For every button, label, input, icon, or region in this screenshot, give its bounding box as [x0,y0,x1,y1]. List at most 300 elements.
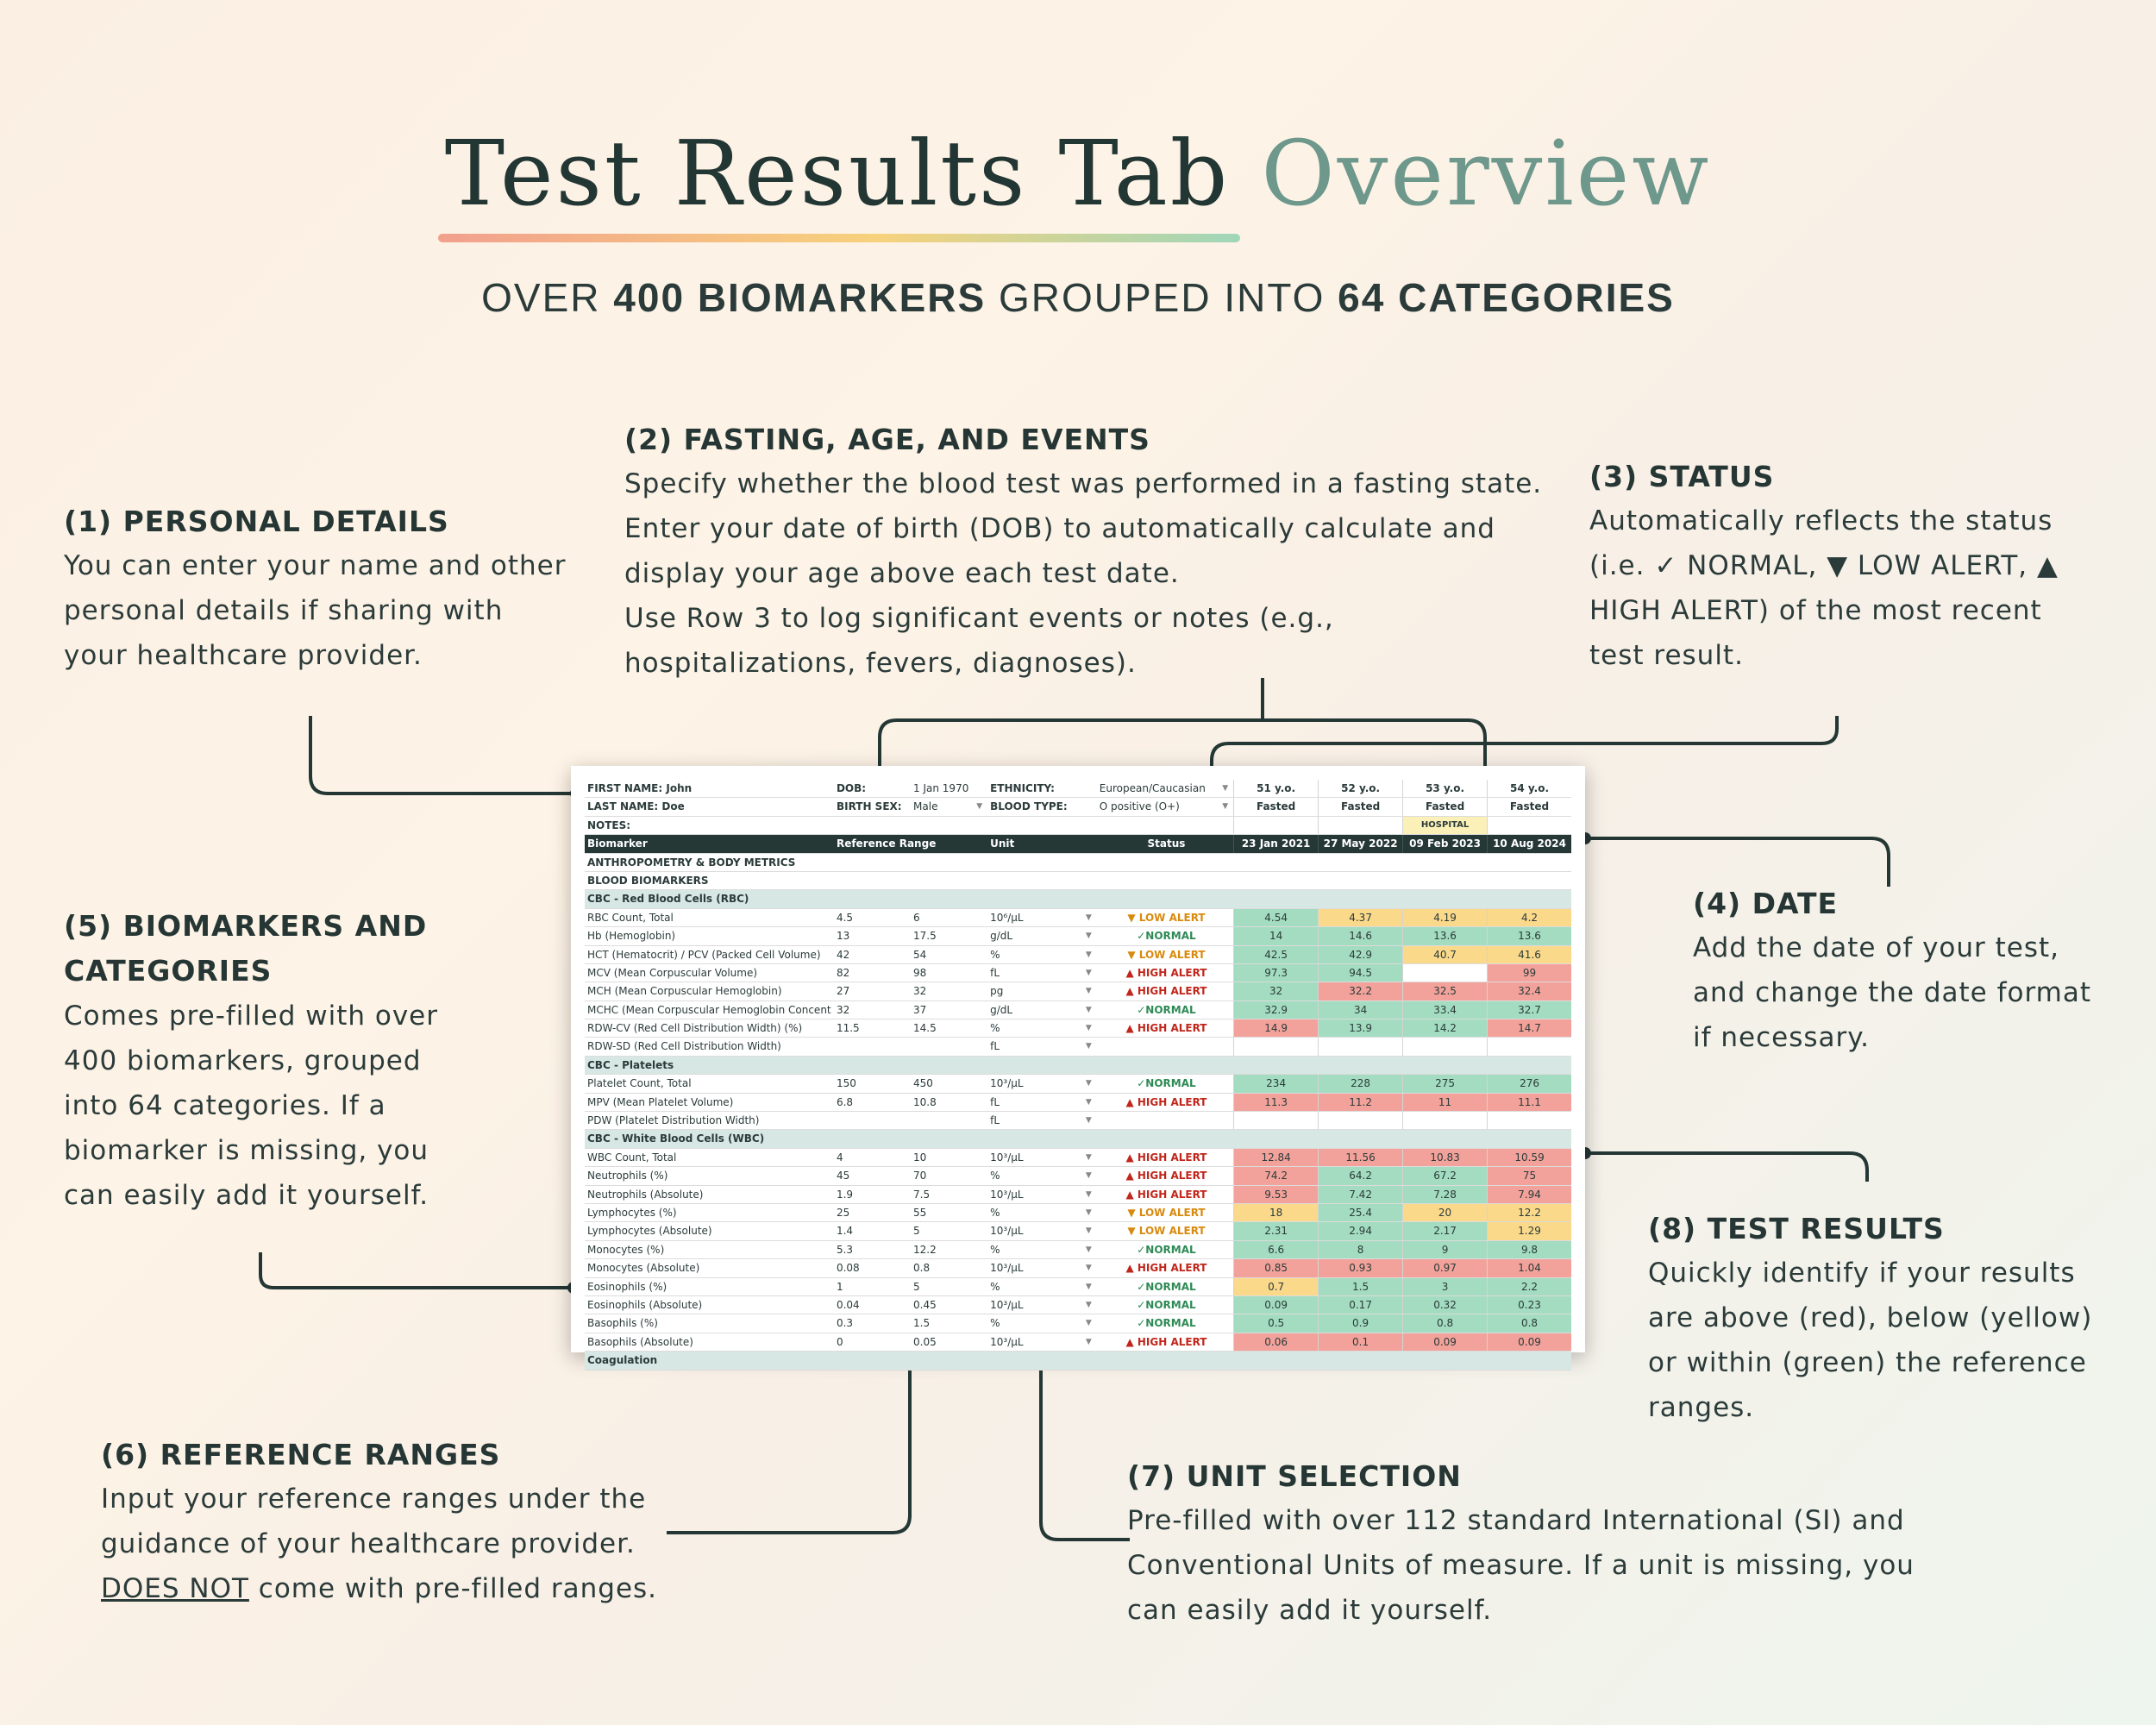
table-row [585,927,1571,945]
result-cell[interactable]: 1.5 [1318,1278,1402,1295]
biomarker-name-cell[interactable]: RDW-SD (Red Cell Distribution Width) [587,1040,781,1053]
dropdown-arrow-icon: ▼ [976,802,983,812]
table-row [585,909,1571,927]
biomarker-name-cell[interactable]: HCT (Hematocrit) / PCV (Packed Cell Volume) [587,948,821,961]
note-fasting-age-events: (2) FASTING, AGE, AND EVENTS Specify whether the blood test was performed in a fasting state. Enter your date of birth (DOB) to automatically calculate and display your age above each test date. Use Row 3 to log significant events or notes (e.g., hospitalizations, fevers, diagnoses). [624,423,1543,679]
result-cell[interactable]: 67.2 [1402,1167,1487,1184]
result-cell[interactable]: 8 [1318,1241,1402,1258]
fasting-cell[interactable]: Fasted [1233,798,1318,815]
result-cell[interactable]: 42.9 [1318,946,1402,963]
result-cell[interactable]: 32.4 [1487,982,1571,1000]
result-cell[interactable]: 276 [1487,1075,1571,1092]
table-row [585,1149,1571,1167]
result-cell[interactable]: 25.4 [1318,1204,1402,1221]
ethnicity-dropdown[interactable]: European/Caucasian ▼ [1097,780,1233,797]
reference-high-cell[interactable]: 0.05 [913,1335,937,1348]
reference-high-cell[interactable]: 32 [913,985,927,998]
table-row [585,1075,1571,1093]
dropdown-arrow-icon: ▼ [1222,802,1229,812]
status-badge: ▲ HIGH ALERT [1125,1095,1207,1108]
reference-high-cell[interactable]: 55 [913,1206,927,1219]
result-cell[interactable]: 41.6 [1487,946,1571,963]
result-cell[interactable]: 12.2 [1487,1204,1571,1221]
status-badge: ✓NORMAL [1137,930,1196,943]
dropdown-arrow-icon: ▼ [1085,1226,1092,1236]
group-row [585,1057,1571,1075]
dropdown-arrow-icon: ▼ [1085,1152,1092,1162]
result-cell[interactable]: 275 [1402,1075,1487,1092]
dropdown-arrow-icon: ▼ [1085,1282,1092,1291]
reference-high-cell[interactable]: 54 [913,948,927,961]
unit-dropdown[interactable]: 10³/µL ▼ [987,1222,1097,1239]
category-label: ANTHROPOMETRY & BODY METRICS [587,856,796,869]
personal-row-2 [585,798,1571,816]
reference-high-cell[interactable]: 450 [913,1077,933,1090]
table-row [585,1167,1571,1185]
result-cell[interactable]: 75 [1487,1167,1571,1184]
result-cell[interactable]: 0.9 [1318,1314,1402,1332]
result-cell[interactable]: 2.2 [1487,1278,1571,1295]
reference-high-cell[interactable]: 5 [913,1225,920,1238]
reference-low-cell[interactable]: 27 [836,985,850,998]
header-biomarker: Biomarker [587,837,648,850]
result-cell[interactable]: 0.93 [1318,1259,1402,1276]
result-cell[interactable]: 9.8 [1487,1241,1571,1258]
table-row [585,1204,1571,1222]
result-cell[interactable]: 0.7 [1233,1278,1318,1295]
dropdown-arrow-icon: ▼ [1085,1116,1092,1126]
reference-low-cell[interactable]: 13 [836,930,850,943]
result-cell[interactable]: 10.83 [1402,1149,1487,1166]
status-badge: ✓NORMAL [1137,1280,1196,1293]
biomarker-name-cell[interactable]: Eosinophils (%) [587,1280,667,1293]
unit-dropdown[interactable]: 10³/µL ▼ [987,1333,1097,1351]
unit-dropdown[interactable]: % ▼ [987,1019,1097,1037]
result-cell[interactable]: 2.17 [1402,1222,1487,1239]
reference-low-cell[interactable]: 6.8 [836,1095,854,1108]
reference-low-cell[interactable]: 1 [836,1280,843,1293]
notes-label: NOTES: [587,819,631,831]
status-badge: ▲ HIGH ALERT [1125,1022,1207,1035]
group-row [585,1130,1571,1148]
reference-low-cell[interactable]: 150 [836,1077,856,1090]
result-cell[interactable]: 97.3 [1233,964,1318,982]
result-cell[interactable]: 0.1 [1318,1333,1402,1351]
event-cell[interactable] [1318,817,1402,834]
status-badge: ▼ LOW ALERT [1127,948,1206,961]
reference-low-cell[interactable]: 0 [836,1335,843,1348]
reference-low-cell[interactable]: 4 [836,1151,843,1164]
table-row [585,1278,1571,1296]
spreadsheet-screenshot [571,766,1585,1367]
reference-low-cell[interactable]: 0.08 [836,1262,860,1275]
unit-dropdown[interactable]: % ▼ [987,1241,1097,1258]
result-cell[interactable]: 6.6 [1233,1241,1318,1258]
reference-low-cell[interactable]: 25 [836,1206,850,1219]
reference-low-cell[interactable]: 4.5 [836,911,854,924]
result-cell[interactable]: 11.56 [1318,1149,1402,1166]
reference-high-cell[interactable] [911,1112,987,1129]
result-cell[interactable]: 42.5 [1233,946,1318,963]
unit-dropdown[interactable]: g/dL ▼ [987,927,1097,944]
spreadsheet-grid [585,780,1571,1371]
result-cell[interactable]: 9.53 [1233,1186,1318,1203]
reference-high-cell[interactable]: 10 [913,1151,927,1164]
dropdown-arrow-icon: ▼ [1085,950,1092,959]
result-cell[interactable]: 3 [1402,1278,1487,1295]
dropdown-arrow-icon: ▼ [1085,1042,1092,1051]
result-cell[interactable]: 0.97 [1402,1259,1487,1276]
event-cell[interactable]: HOSPITAL [1402,817,1487,834]
fasting-cell[interactable]: Fasted [1402,798,1487,815]
dropdown-arrow-icon: ▼ [1085,1171,1092,1181]
table-row [585,1038,1571,1056]
birth-sex-dropdown[interactable]: Male ▼ [911,798,987,815]
status-badge: ▼ LOW ALERT [1127,911,1206,924]
result-cell[interactable]: 0.09 [1233,1296,1318,1314]
reference-high-cell[interactable] [911,1038,987,1055]
age-cell: 52 y.o. [1318,780,1402,797]
header-date[interactable]: 23 Jan 2021 [1233,835,1318,852]
status-badge: ✓NORMAL [1137,1243,1196,1256]
dropdown-arrow-icon: ▼ [1085,932,1092,941]
biomarker-name-cell[interactable]: Neutrophils (Absolute) [587,1188,704,1201]
biomarker-name-cell[interactable]: Basophils (%) [587,1317,658,1330]
reference-low-cell[interactable]: 1.4 [836,1225,854,1238]
table-row [585,1296,1571,1314]
dropdown-arrow-icon: ▼ [1085,1245,1092,1254]
dob-cell[interactable]: 1 Jan 1970 [913,782,969,794]
reference-low-cell[interactable]: 0.3 [836,1317,854,1330]
status-badge: ▲ HIGH ALERT [1125,966,1207,979]
last-name-cell[interactable]: LAST NAME: Doe [587,800,685,813]
biomarker-name-cell[interactable]: RDW-CV (Red Cell Distribution Width) (%) [587,1022,803,1035]
reference-low-cell[interactable]: 42 [836,948,850,961]
header-unit: Unit [990,837,1015,850]
dropdown-arrow-icon: ▼ [1085,1300,1092,1309]
blood-type-dropdown[interactable]: O positive (O+) ▼ [1097,798,1233,815]
result-cell[interactable] [1402,964,1487,982]
header-date[interactable]: 27 May 2022 [1318,835,1402,852]
header-row [585,835,1571,853]
note-personal-details: (1) PERSONAL DETAILS You can enter your name and other personal details if sharing with your healthcare provider. [64,505,567,671]
result-cell[interactable]: 234 [1233,1075,1318,1092]
result-cell[interactable]: 32.9 [1233,1001,1318,1019]
result-cell[interactable]: 18 [1233,1204,1318,1221]
dropdown-arrow-icon: ▼ [1085,1337,1092,1346]
unit-dropdown[interactable]: 10³/µL ▼ [987,1296,1097,1314]
dropdown-arrow-icon: ▼ [1085,1189,1092,1199]
unit-dropdown[interactable]: 10³/µL ▼ [987,1149,1097,1166]
unit-dropdown[interactable]: % ▼ [987,1314,1097,1332]
reference-high-cell[interactable]: 7.5 [913,1188,931,1201]
dob-label: DOB: [836,782,867,794]
biomarker-name-cell[interactable]: MCV (Mean Corpuscular Volume) [587,966,758,979]
result-cell[interactable]: 4.2 [1487,909,1571,926]
result-cell[interactable]: 0.8 [1487,1314,1571,1332]
result-cell[interactable]: 99 [1487,964,1571,982]
result-cell[interactable]: 0.23 [1487,1296,1571,1314]
status-badge: ▲ HIGH ALERT [1125,1262,1207,1275]
result-cell[interactable]: 14.2 [1402,1019,1487,1037]
status-badge: ✓NORMAL [1137,1317,1196,1330]
status-badge: ▲ HIGH ALERT [1125,1335,1207,1348]
result-cell[interactable]: 4.19 [1402,909,1487,926]
note-reference-ranges: (6) REFERENCE RANGES Input your reference ranges under the guidance of your healthcare provider. DOES NOT come with pre-filled ranges. [101,1438,658,1604]
result-cell[interactable]: 0.8 [1402,1314,1487,1332]
unit-dropdown[interactable]: % ▼ [987,1204,1097,1221]
result-cell[interactable]: 11.2 [1318,1094,1402,1111]
unit-dropdown[interactable]: fL ▼ [987,1112,1097,1129]
reference-low-cell[interactable]: 45 [836,1170,850,1182]
reference-low-cell[interactable]: 32 [836,1003,850,1016]
category-label: BLOOD BIOMARKERS [587,874,709,887]
reference-high-cell[interactable]: 0.45 [913,1298,937,1311]
result-cell[interactable]: 13.6 [1487,927,1571,944]
status-badge: ✓NORMAL [1137,1298,1196,1311]
result-cell[interactable] [1318,1038,1402,1055]
biomarker-name-cell[interactable]: Eosinophils (Absolute) [587,1298,703,1311]
result-cell[interactable]: 2.94 [1318,1222,1402,1239]
result-cell[interactable]: 0.09 [1402,1333,1487,1351]
note-date: (4) DATE Add the date of your test, and change the date format if necessary. [1693,887,2092,1053]
unit-dropdown[interactable]: g/dL ▼ [987,1001,1097,1019]
table-row [585,1019,1571,1038]
unit-dropdown[interactable]: fL ▼ [987,1038,1097,1055]
result-cell[interactable]: 11.1 [1487,1094,1571,1111]
result-cell[interactable]: 0.09 [1487,1333,1571,1351]
table-row [585,1241,1571,1259]
result-cell[interactable]: 7.28 [1402,1186,1487,1203]
biomarker-name-cell[interactable]: Monocytes (Absolute) [587,1262,700,1275]
table-row [585,964,1571,982]
result-cell[interactable] [1402,1038,1487,1055]
status-badge: ▲ HIGH ALERT [1125,1170,1207,1182]
result-cell[interactable]: 0.32 [1402,1296,1487,1314]
unit-dropdown[interactable]: % ▼ [987,946,1097,963]
dropdown-arrow-icon: ▼ [1222,784,1229,793]
group-label: CBC - Platelets [587,1058,674,1071]
age-cell: 54 y.o. [1487,780,1571,797]
status-badge [1097,1112,1233,1129]
table-row [585,1222,1571,1240]
status-badge: ✓NORMAL [1137,1077,1196,1090]
result-cell[interactable]: 2.31 [1233,1222,1318,1239]
unit-dropdown[interactable]: % ▼ [987,1278,1097,1295]
result-cell[interactable] [1233,1112,1318,1129]
result-cell[interactable]: 32.7 [1487,1001,1571,1019]
biomarker-name-cell[interactable]: Lymphocytes (Absolute) [587,1225,712,1238]
header-date[interactable]: 10 Aug 2024 [1487,835,1571,852]
result-cell[interactable]: 0.85 [1233,1259,1318,1276]
reference-high-cell[interactable]: 37 [913,1003,927,1016]
fasting-cell[interactable]: Fasted [1318,798,1402,815]
result-cell[interactable]: 10.59 [1487,1149,1571,1166]
biomarker-rows [585,909,1571,1371]
dropdown-arrow-icon: ▼ [1085,1005,1092,1014]
result-cell[interactable]: 40.7 [1402,946,1487,963]
unit-dropdown[interactable]: pg ▼ [987,982,1097,1000]
biomarker-name-cell[interactable]: Platelet Count, Total [587,1077,692,1090]
result-cell[interactable]: 11.3 [1233,1094,1318,1111]
status-badge: ▲ HIGH ALERT [1125,985,1207,998]
result-cell[interactable]: 14.9 [1233,1019,1318,1037]
biomarker-name-cell[interactable]: MCH (Mean Corpuscular Hemoglobin) [587,985,782,998]
biomarker-name-cell[interactable]: Monocytes (%) [587,1243,665,1256]
dropdown-arrow-icon: ▼ [1085,1208,1092,1217]
result-cell[interactable] [1402,1112,1487,1129]
result-cell[interactable]: 1.29 [1487,1222,1571,1239]
table-row [585,946,1571,964]
dropdown-arrow-icon: ▼ [1085,968,1092,977]
status-badge: ▼ LOW ALERT [1127,1206,1206,1219]
unit-dropdown[interactable]: % ▼ [987,1167,1097,1184]
category-row [585,854,1571,872]
reference-high-cell[interactable]: 10.8 [913,1095,937,1108]
reference-low-cell[interactable]: 0.04 [836,1298,860,1311]
biomarker-name-cell[interactable]: RBC Count, Total [587,911,674,924]
result-cell[interactable] [1487,1112,1571,1129]
result-cell[interactable]: 0.5 [1233,1314,1318,1332]
dropdown-arrow-icon: ▼ [1085,1024,1092,1033]
biomarker-name-cell[interactable]: Hb (Hemoglobin) [587,930,676,943]
reference-low-cell[interactable] [834,1038,911,1055]
reference-high-cell[interactable]: 17.5 [913,930,937,943]
reference-high-cell[interactable]: 70 [913,1170,927,1182]
result-cell[interactable]: 14 [1233,927,1318,944]
dropdown-arrow-icon: ▼ [1085,987,1092,996]
reference-high-cell[interactable]: 98 [913,966,927,979]
result-cell[interactable] [1233,1038,1318,1055]
table-row [585,1094,1571,1112]
first-name-cell[interactable]: FIRST NAME: John [587,782,693,794]
event-cell[interactable] [1487,817,1571,834]
title-main: Test Results Tab [444,121,1231,226]
dropdown-arrow-icon: ▼ [1085,1079,1092,1088]
result-cell[interactable]: 9 [1402,1241,1487,1258]
biomarker-name-cell[interactable]: MPV (Mean Platelet Volume) [587,1095,734,1108]
status-badge: ▲ HIGH ALERT [1125,1188,1207,1201]
note-biomarkers-categories: (5) BIOMARKERS AND CATEGORIES Comes pre-filled with over 400 biomarkers, grouped into 64 categories. If a biomarker is missing, you can easily add it yourself. [64,909,438,1211]
biomarker-name-cell[interactable]: PDW (Platelet Distribution Width) [587,1114,760,1127]
result-cell[interactable]: 20 [1402,1204,1487,1221]
reference-high-cell[interactable]: 0.8 [913,1262,931,1275]
result-cell[interactable]: 14.6 [1318,927,1402,944]
biomarker-name-cell[interactable]: Lymphocytes (%) [587,1206,677,1219]
reference-high-cell[interactable]: 5 [913,1280,920,1293]
result-cell[interactable]: 32.5 [1402,982,1487,1000]
personal-row-1 [585,780,1571,798]
group-label: CBC - White Blood Cells (WBC) [587,1132,765,1145]
reference-high-cell[interactable]: 6 [913,911,920,924]
result-cell[interactable]: 32.2 [1318,982,1402,1000]
table-row [585,1186,1571,1204]
unit-dropdown[interactable]: 10³/µL ▼ [987,1075,1097,1092]
biomarker-name-cell[interactable]: Neutrophils (%) [587,1170,668,1182]
result-cell[interactable]: 228 [1318,1075,1402,1092]
group-label: Coagulation [587,1354,658,1367]
blood-type-label: BLOOD TYPE: [990,800,1068,813]
category-row [585,872,1571,890]
unit-dropdown[interactable]: fL ▼ [987,1094,1097,1111]
event-cell[interactable] [1233,817,1318,834]
reference-low-cell[interactable]: 5.3 [836,1243,854,1256]
result-cell[interactable]: 13.9 [1318,1019,1402,1037]
reference-low-cell[interactable]: 11.5 [836,1022,860,1035]
result-cell[interactable]: 7.94 [1487,1186,1571,1203]
notes-row [585,817,1571,835]
group-row [585,890,1571,908]
result-cell[interactable]: 14.7 [1487,1019,1571,1037]
group-label: CBC - Red Blood Cells (RBC) [587,893,749,906]
status-badge: ▲ HIGH ALERT [1125,1151,1207,1164]
biomarker-name-cell[interactable]: Basophils (Absolute) [587,1335,693,1348]
ethnicity-label: ETHNICITY: [990,782,1055,794]
table-row [585,1314,1571,1333]
age-cell: 51 y.o. [1233,780,1318,797]
table-row [585,982,1571,1000]
title-accent: Overview [1261,121,1712,226]
result-cell[interactable]: 13.6 [1402,927,1487,944]
note-unit-selection: (7) UNIT SELECTION Pre-filled with over 112 standard International (SI) and Conventional Units of measure. If a unit is missing, you can easily add it yourself. [1127,1459,1915,1626]
result-cell[interactable]: 1.04 [1487,1259,1571,1276]
reference-low-cell[interactable]: 1.9 [836,1188,854,1201]
result-cell[interactable] [1318,1112,1402,1129]
table-row [585,1112,1571,1130]
header-status: Status [1147,837,1186,850]
result-cell[interactable]: 74.2 [1233,1167,1318,1184]
note-test-results: (8) TEST RESULTS Quickly identify if your results are above (red), below (yellow) or within (green) the reference ranges. [1648,1212,2093,1423]
result-cell[interactable]: 12.84 [1233,1149,1318,1166]
result-cell[interactable]: 64.2 [1318,1167,1402,1184]
header-date[interactable]: 09 Feb 2023 [1402,835,1487,852]
result-cell[interactable]: 94.5 [1318,964,1402,982]
dropdown-arrow-icon: ▼ [1085,1097,1092,1107]
reference-low-cell[interactable] [834,1112,911,1129]
dropdown-arrow-icon: ▼ [1085,1264,1092,1273]
reference-high-cell[interactable]: 12.2 [913,1243,937,1256]
result-cell[interactable] [1487,1038,1571,1055]
result-cell[interactable]: 0.17 [1318,1296,1402,1314]
biomarker-name-cell[interactable]: WBC Count, Total [587,1151,677,1164]
result-cell[interactable]: 33.4 [1402,1001,1487,1019]
unit-dropdown[interactable]: 10³/µL ▼ [987,1186,1097,1203]
result-cell[interactable]: 4.54 [1233,909,1318,926]
result-cell[interactable]: 11 [1402,1094,1487,1111]
unit-dropdown[interactable]: fL ▼ [987,964,1097,982]
age-cell: 53 y.o. [1402,780,1487,797]
result-cell[interactable]: 34 [1318,1001,1402,1019]
result-cell[interactable]: 7.42 [1318,1186,1402,1203]
biomarker-name-cell[interactable]: MCHC (Mean Corpuscular Hemoglobin Concent [587,1003,831,1016]
table-row [585,1259,1571,1277]
reference-low-cell[interactable]: 82 [836,966,850,979]
reference-high-cell[interactable]: 1.5 [913,1317,931,1330]
status-badge: ✓NORMAL [1137,1003,1196,1016]
result-cell[interactable]: 4.37 [1318,909,1402,926]
result-cell[interactable]: 0.06 [1233,1333,1318,1351]
table-row [585,1001,1571,1019]
reference-high-cell[interactable]: 14.5 [913,1022,937,1035]
table-row [585,1333,1571,1352]
unit-dropdown[interactable]: 10³/µL ▼ [987,1259,1097,1276]
unit-dropdown[interactable]: 10⁶/µL ▼ [987,909,1097,926]
result-cell[interactable]: 32 [1233,982,1318,1000]
page-subtitle: OVER 400 BIOMARKERS GROUPED INTO 64 CATEGORIES [481,275,1675,320]
fasting-cell[interactable]: Fasted [1487,798,1571,815]
group-row [585,1352,1571,1370]
dropdown-arrow-icon: ▼ [1085,913,1092,922]
